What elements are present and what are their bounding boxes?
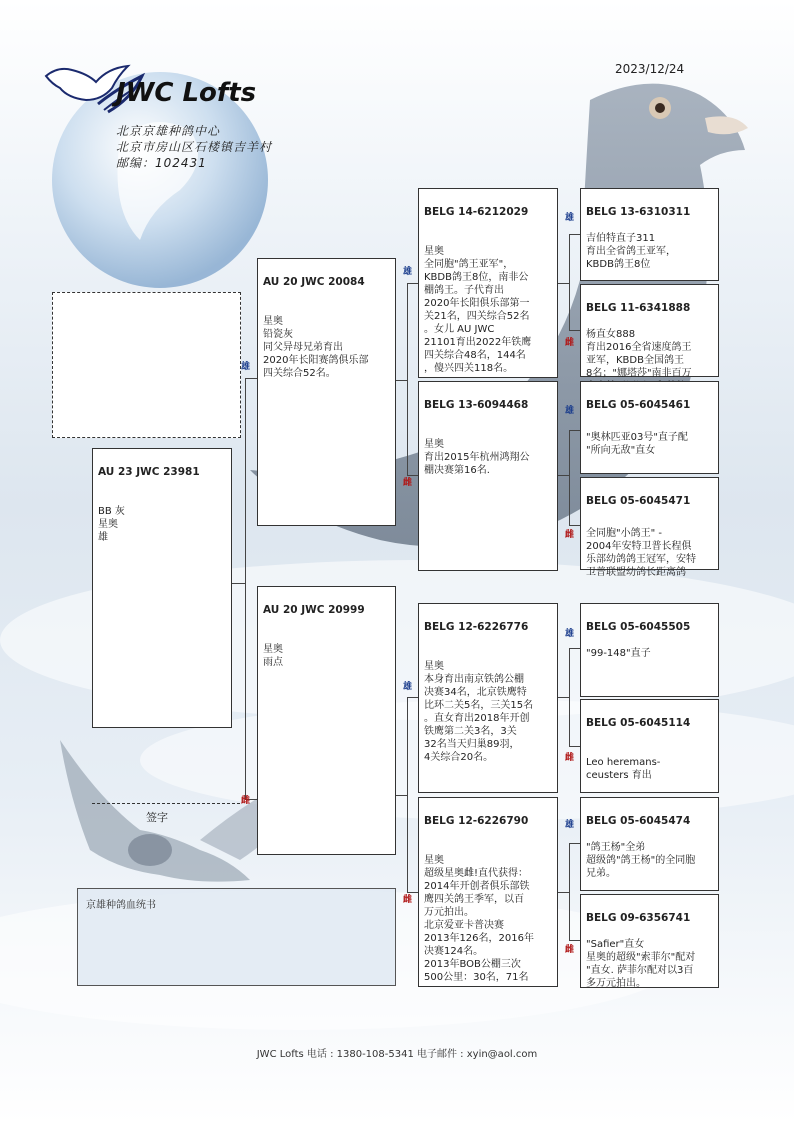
photo-placeholder — [52, 292, 241, 438]
ring-number: BELG 05-6045114 — [586, 717, 691, 729]
bird-description: "鸽王杨"全弟 超级鸽"鸽王杨"的全同胞 兄弟。 — [586, 842, 696, 879]
bird-description: "Safier"直女 星奥的超级"索菲尔"配对 "直女. 萨菲尔配对以3百 多万元拍出。 — [586, 939, 696, 989]
grandsire-maternal-box — [418, 603, 558, 793]
connector-line — [245, 378, 257, 379]
ring-number: BELG 13-6094468 — [424, 399, 529, 411]
signature-label: 签字 — [146, 811, 168, 824]
ring-number: BELG 05-6045474 — [586, 815, 691, 827]
connector-line — [569, 648, 570, 746]
bird-description: "奥林匹亚03号"直子配 "所向无敌"直女 — [586, 432, 688, 456]
subject-bird-box — [92, 448, 232, 728]
cock-marker: 雄 — [565, 629, 575, 639]
connector-line — [407, 475, 418, 476]
cock-marker: 雄 — [565, 406, 575, 416]
great-grandparent-box — [580, 797, 719, 891]
connector-line — [557, 283, 569, 284]
connector-line — [569, 940, 580, 941]
connector-line — [569, 234, 580, 235]
connector-line — [407, 283, 418, 284]
connector-line — [557, 892, 569, 893]
connector-line — [231, 583, 245, 584]
great-grandparent-box — [580, 603, 719, 697]
connector-line — [569, 746, 580, 747]
hen-marker: 雌 — [565, 338, 575, 348]
postal-code: 邮编：102431 — [116, 156, 207, 170]
bird-description: "99-148"直子 — [586, 648, 651, 659]
ring-number: AU 23 JWC 23981 — [98, 466, 200, 478]
hen-marker: 雌 — [403, 895, 413, 905]
great-grandparent-box — [580, 894, 719, 988]
bird-description: 星奥 育出2015年杭州鸿翔公 棚决赛第16名. — [424, 439, 530, 476]
ring-number: BELG 11-6341888 — [586, 302, 691, 314]
hen-marker: 雌 — [403, 478, 413, 488]
connector-line — [569, 525, 580, 526]
granddam-maternal-box — [418, 797, 558, 987]
ring-number: AU 20 JWC 20084 — [263, 276, 365, 288]
great-grandparent-box — [580, 381, 719, 474]
bird-description: 星奥 铅瓷灰 同父异母兄弟育出 2020年长阳赛鸽俱乐部 四关综合52名。 — [263, 316, 369, 379]
ring-number: BELG 05-6045505 — [586, 621, 691, 633]
bird-description: 星奥 超级星奥雌!直代获得： 2014年开创者俱乐部铁 鹰四关鸽王季军，以百 万元拍出。 北京爱亚卡普决赛 2013年126名，2016年 决赛124名。 2013年BOB公棚三次 500公里：30名，71名 — [424, 855, 534, 983]
hen-marker: 雌 — [241, 796, 251, 806]
ring-number: BELG 14-6212029 — [424, 206, 529, 218]
cock-marker: 雄 — [403, 267, 413, 277]
great-grandparent-box — [580, 699, 719, 793]
connector-line — [395, 795, 407, 796]
ring-number: BELG 13-6310311 — [586, 206, 691, 218]
connector-line — [569, 648, 580, 649]
dam-box — [257, 586, 396, 855]
ring-number: BELG 12-6226790 — [424, 815, 529, 827]
cock-marker: 雄 — [565, 820, 575, 830]
bird-description: 杨直女888 育出2016全省速度鸽王 亚军，KBDB全国鸽王 8名；"娜塔莎"南非百万 — [586, 329, 692, 379]
connector-line — [569, 430, 580, 431]
hen-marker: 雌 — [565, 530, 575, 540]
hen-marker: 雌 — [565, 753, 575, 763]
connector-line — [407, 697, 418, 698]
bird-description: 星奥 本身育出南京铁鸽公棚 决赛34名，北京铁鹰特 比环二关5名，三关15名 。直女育出2018年开创 铁鹰第二关3名，3关 32名当天归巢89羽， 4关综合20名。 — [424, 661, 534, 763]
connector-line — [569, 843, 580, 844]
ring-number: BELG 09-6356741 — [586, 912, 691, 924]
connector-line — [569, 843, 570, 940]
great-grandparent-box — [580, 284, 719, 377]
connector-line — [407, 892, 418, 893]
ring-number: BELG 05-6045471 — [586, 495, 691, 507]
sire-box — [257, 258, 396, 526]
connector-line — [395, 380, 407, 381]
certificate-title: 京雄种鸽血统书 — [86, 900, 156, 911]
connector-line — [407, 283, 408, 475]
cock-marker: 雄 — [565, 213, 575, 223]
bird-description: 全同胞"小鸽王" - 2004年安特卫普长程俱 乐部幼鸽鸽王冠军，安特 卫普联盟幼鸽长距离鸽 — [586, 528, 696, 578]
signature-line — [92, 803, 240, 804]
connector-line — [245, 378, 246, 800]
connector-line — [407, 697, 408, 892]
great-grandparent-box — [580, 188, 719, 281]
hen-marker: 雌 — [565, 945, 575, 955]
connector-line — [569, 234, 570, 330]
certificate-notes-box — [77, 888, 396, 986]
footer-contact: JWC Lofts 电话 : 1380-108-5341 电子邮件 : xyin@aol.com — [256, 1049, 538, 1060]
ring-number: BELG 12-6226776 — [424, 621, 529, 633]
connector-line — [569, 330, 580, 331]
cock-marker: 雄 — [241, 362, 251, 372]
ring-number: BELG 05-6045461 — [586, 399, 691, 411]
address-line-1: 北京京雄种鸽中心 — [116, 124, 221, 138]
bird-description: 吉伯特直子311 育出全省鸽王亚军， KBDB鸽王8位 — [586, 233, 676, 270]
bird-description: 星奥 全同胞"鸽王亚军"， KBDB鸽王8位，南非公 棚鸽王。子代育出 2020年长阳俱乐部第一 关21名，四关综合52名 。女儿 AU JWC 21101育出2022年铁鹰 四关综合48名，144名 ，傻兴四关118名。 — [424, 246, 532, 374]
address-line-2: 北京市房山区石楼镇吉羊村 — [116, 140, 273, 154]
bird-description: Leo heremans- ceusters 育出 — [586, 757, 661, 781]
connector-line — [569, 430, 570, 525]
date: 2023/12/24 — [615, 62, 685, 76]
connector-line — [557, 475, 569, 476]
grandsire-paternal-box — [418, 188, 558, 378]
great-grandparent-box — [580, 477, 719, 578]
ring-number: AU 20 JWC 20999 — [263, 604, 365, 616]
bird-description: 星奥 雨点 — [263, 644, 283, 668]
logo-text: JWC Lofts — [116, 78, 257, 108]
bird-description: BB 灰 星奥 雄 — [98, 506, 125, 543]
granddam-paternal-box — [418, 381, 558, 571]
connector-line — [557, 697, 569, 698]
cock-marker: 雄 — [403, 682, 413, 692]
